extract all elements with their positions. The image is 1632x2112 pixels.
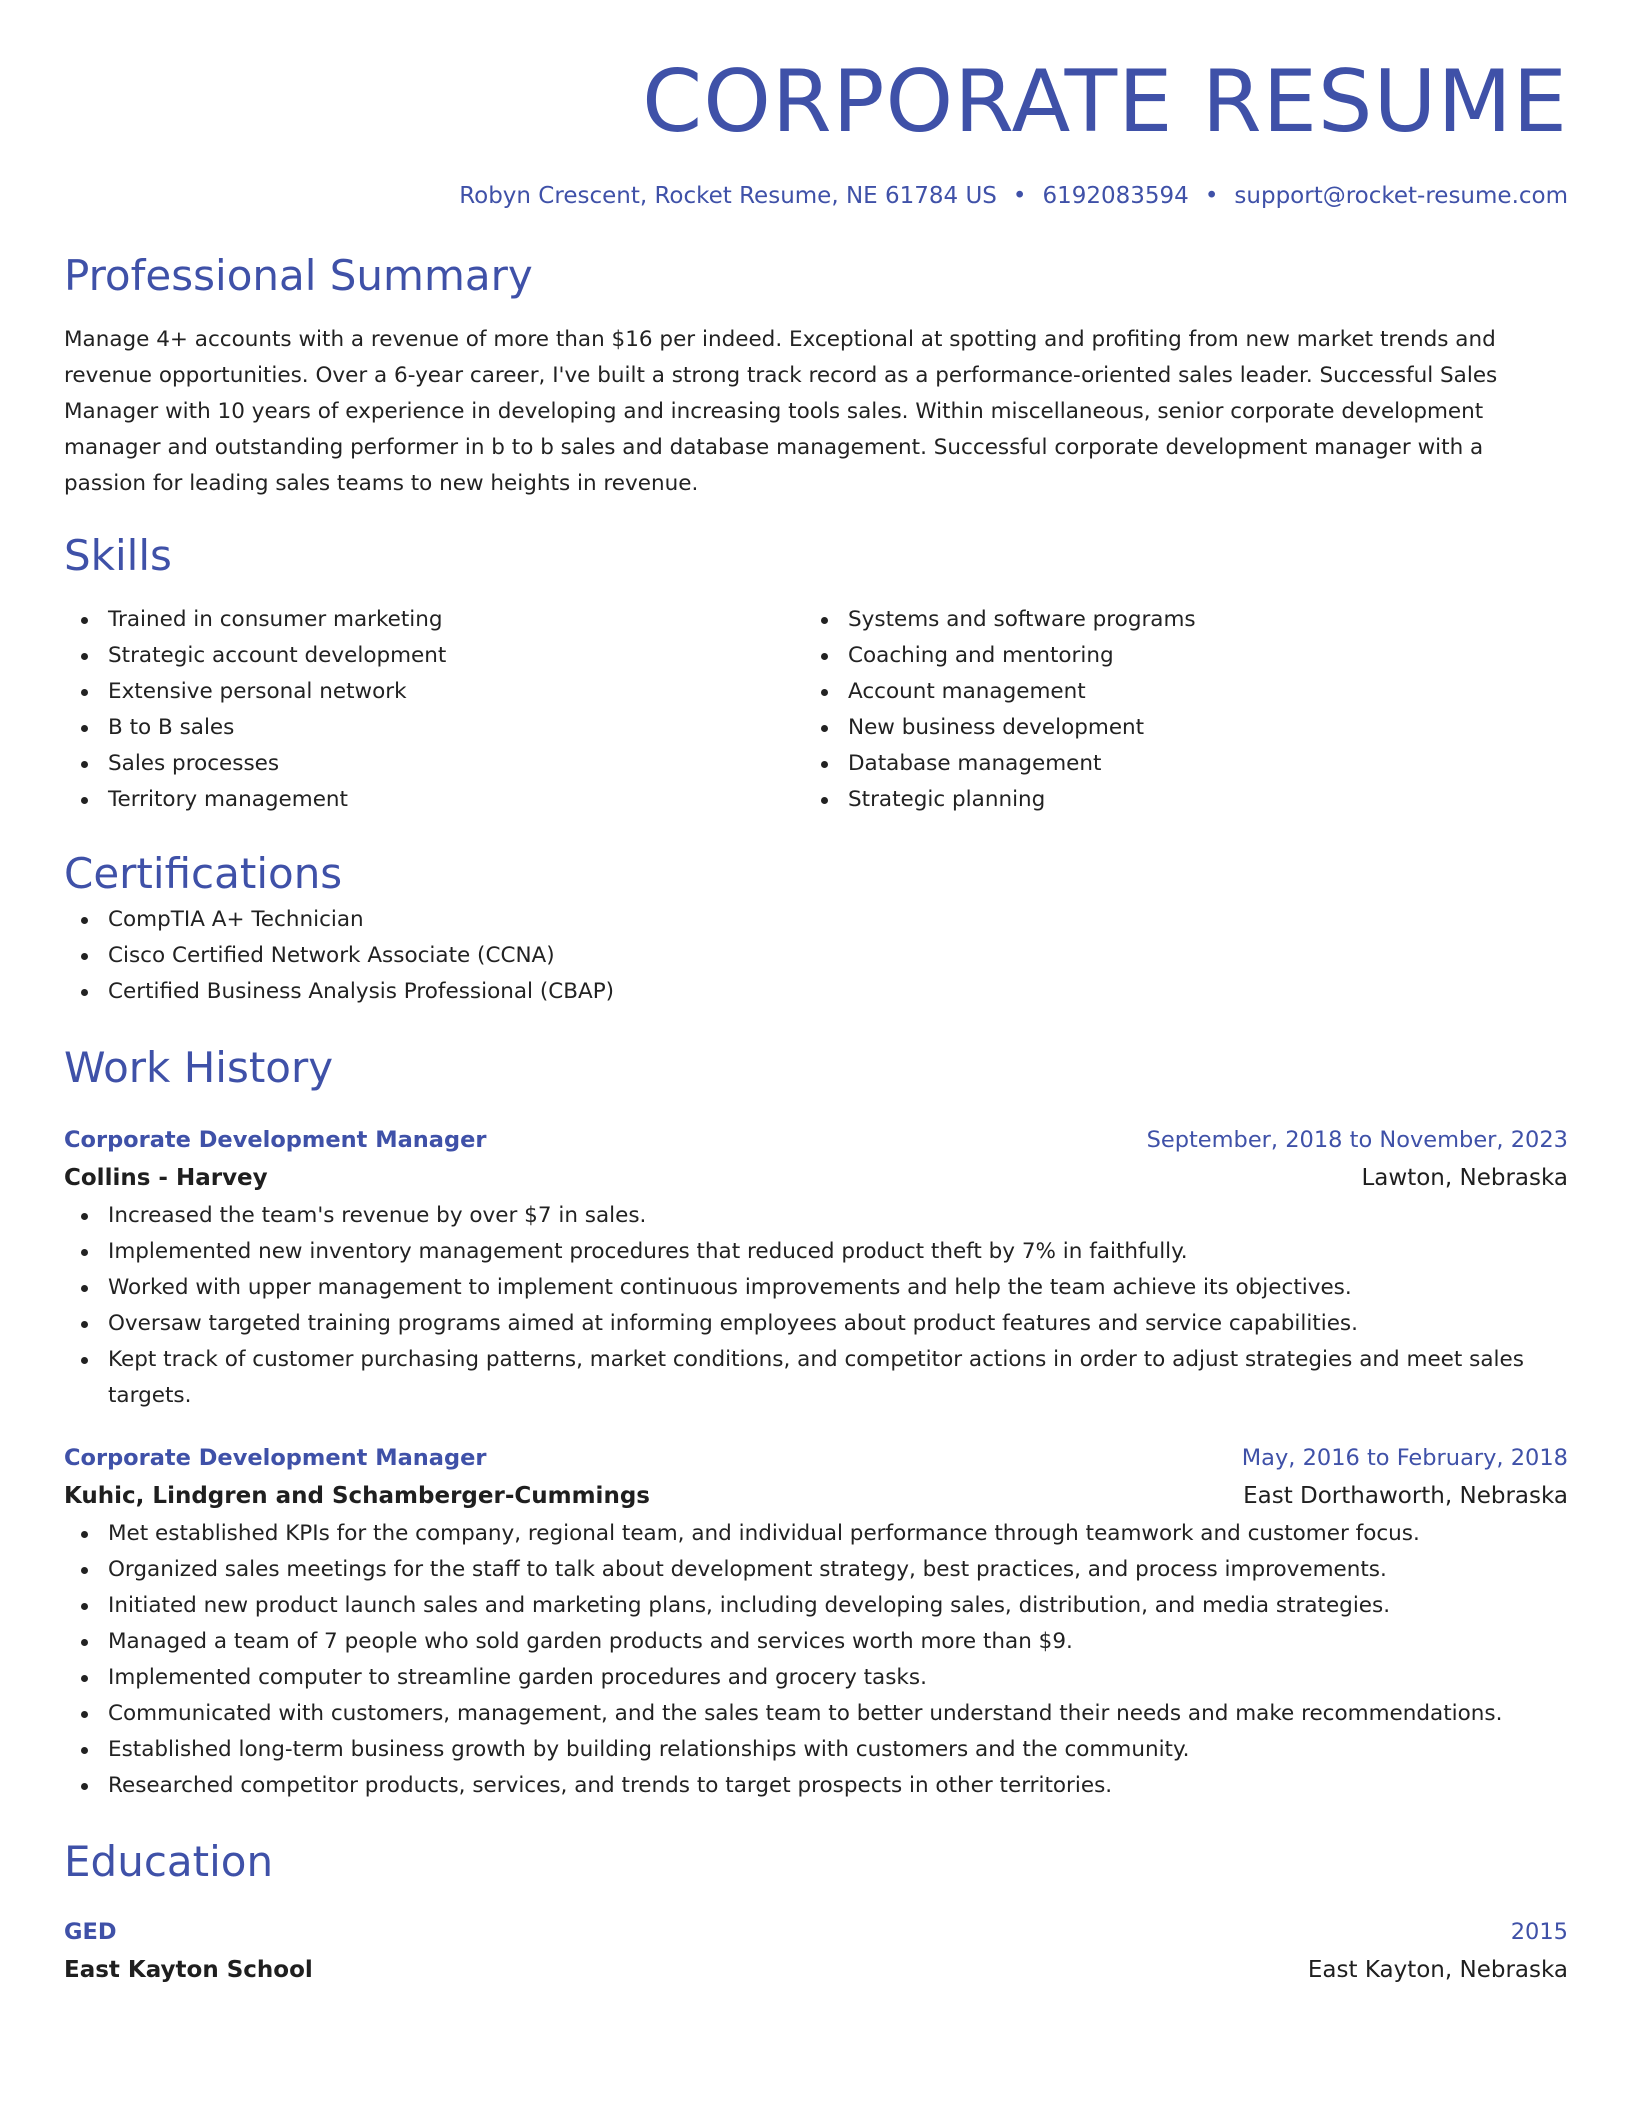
job-company: Kuhic, Lindgren and Schamberger-Cummings	[64, 1483, 650, 1509]
job-bullet: Oversaw targeted training programs aimed at informing employees about product features and service capabilities.	[108, 1306, 1568, 1342]
skill-item: Systems and software programs	[848, 602, 1544, 638]
skills-column-right	[804, 602, 1544, 818]
education-heading: Education	[64, 1837, 274, 1886]
job-company-row	[64, 1476, 1568, 1516]
certifications-list	[64, 902, 1568, 1010]
skill-item: Territory management	[108, 782, 804, 818]
job-entry	[64, 1122, 1568, 1414]
skills-list-right	[804, 602, 1544, 818]
certifications-heading: Certifications	[64, 849, 343, 898]
skills-columns	[64, 602, 1568, 818]
job-dates: May, 2016 to February, 2018	[1241, 1445, 1568, 1471]
job-title-row	[64, 1122, 1568, 1158]
job-title: Corporate Development Manager	[64, 1127, 487, 1153]
work-history-heading: Work History	[64, 1043, 334, 1092]
skill-item: New business development	[848, 710, 1544, 746]
job-bullet: Met established KPIs for the company, regional team, and individual performance through teamwork and customer focus.	[108, 1516, 1568, 1552]
skill-item: Trained in consumer marketing	[108, 602, 804, 638]
contact-address: Robyn Crescent, Rocket Resume, NE 61784 US	[459, 183, 997, 209]
job-bullet: Worked with upper management to implement continuous improvements and help the team achieve its objectives.	[108, 1270, 1568, 1306]
skill-item: B to B sales	[108, 710, 804, 746]
job-bullet: Implemented new inventory management procedures that reduced product theft by 7% in faithfully.	[108, 1234, 1568, 1270]
education-degree-row	[64, 1914, 1568, 1950]
job-entry	[64, 1440, 1568, 1804]
job-bullet: Organized sales meetings for the staff to talk about development strategy, best practices, and process improvements.	[108, 1552, 1568, 1588]
job-bullet: Initiated new product launch sales and marketing plans, including developing sales, distribution, and media strategies.	[108, 1588, 1568, 1624]
job-bullet: Implemented computer to streamline garden procedures and grocery tasks.	[108, 1660, 1568, 1696]
summary-text: Manage 4+ accounts with a revenue of more than $16 per indeed. Exceptional at spotting and profiting from new market trends and revenue opportunities. Over a 6-year career, I've built a strong track record as a performance-oriented sales leader. Successful Sales Manager with 10 years of experience in developing and increasing tools sales. Within miscellaneous, senior corporate development manager and outstanding performer in b to b sales and database management. Successful corporate development manager with a passion for leading sales teams to new heights in revenue.	[64, 327, 1498, 496]
job-bullet-list	[64, 1516, 1568, 1804]
skill-item: Coaching and mentoring	[848, 638, 1544, 674]
certification-item: CompTIA A+ Technician	[108, 902, 1568, 938]
job-bullet: Researched competitor products, services, and trends to target prospects in other territories.	[108, 1768, 1568, 1804]
job-title: Corporate Development Manager	[64, 1445, 487, 1471]
education-school-row	[64, 1950, 1568, 1990]
education-location: East Kayton, Nebraska	[1307, 1957, 1568, 1983]
job-bullet: Managed a team of 7 people who sold garden products and services worth more than $9.	[108, 1624, 1568, 1660]
job-company-row	[64, 1158, 1568, 1198]
skill-item: Database management	[848, 746, 1544, 782]
contact-email: support@rocket-resume.com	[1234, 183, 1568, 209]
job-bullet: Increased the team's revenue by over $7 in sales.	[108, 1198, 1568, 1234]
education-year: 2015	[1510, 1919, 1568, 1945]
job-bullet: Communicated with customers, management, and the sales team to better understand their needs and make recommendations.	[108, 1696, 1568, 1732]
job-dates: September, 2018 to November, 2023	[1146, 1127, 1568, 1153]
skill-item: Sales processes	[108, 746, 804, 782]
job-bullet-list	[64, 1198, 1568, 1414]
job-title-row	[64, 1440, 1568, 1476]
contact-separator: •	[1012, 183, 1027, 209]
contact-phone: 6192083594	[1042, 183, 1189, 209]
contact-separator: •	[1204, 183, 1219, 209]
skill-item: Account management	[848, 674, 1544, 710]
education-school: East Kayton School	[64, 1957, 313, 1983]
skills-list-left	[64, 602, 804, 818]
skills-column-left	[64, 602, 804, 818]
skill-item: Extensive personal network	[108, 674, 804, 710]
job-bullet: Kept track of customer purchasing patterns, market conditions, and competitor actions in order to adjust strategies and meet sales targets.	[108, 1342, 1568, 1414]
job-bullet: Established long-term business growth by building relationships with customers and the community.	[108, 1732, 1568, 1768]
job-location: Lawton, Nebraska	[1361, 1165, 1568, 1191]
summary-heading: Professional Summary	[64, 251, 533, 300]
education-degree: GED	[64, 1919, 117, 1945]
contact-line	[64, 180, 1568, 212]
job-location: East Dorthaworth, Nebraska	[1243, 1483, 1568, 1509]
resume-title: CORPORATE RESUME	[642, 52, 1568, 152]
certification-item: Certified Business Analysis Professional (CBAP)	[108, 974, 1568, 1010]
skill-item: Strategic planning	[848, 782, 1544, 818]
job-company: Collins - Harvey	[64, 1165, 268, 1191]
skills-heading: Skills	[64, 531, 172, 580]
education-entry	[64, 1914, 1568, 1990]
skill-item: Strategic account development	[108, 638, 804, 674]
certification-item: Cisco Certified Network Associate (CCNA)	[108, 938, 1568, 974]
